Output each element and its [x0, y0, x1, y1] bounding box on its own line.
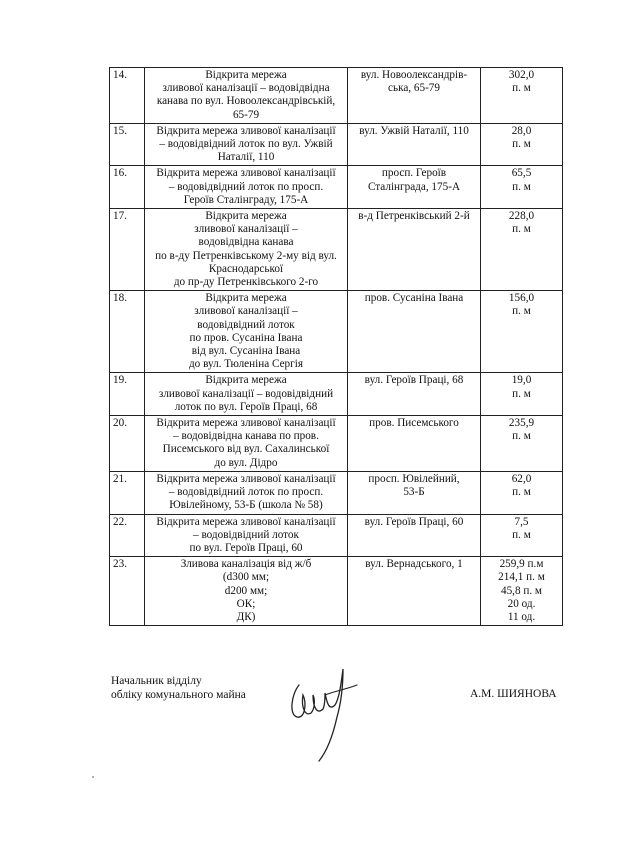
object-length	[481, 557, 563, 626]
signatory-position	[111, 674, 246, 702]
scan-speck	[92, 776, 94, 778]
object-name-line: водовідвідний лоток	[197, 318, 295, 331]
object-address-line: вул. Ужвій Наталії, 110	[359, 124, 469, 137]
object-length-line: п. м	[512, 223, 531, 236]
object-length-line: 45,8 п. м	[500, 584, 543, 597]
handwritten-signature	[285, 655, 365, 765]
row-number: 23.	[110, 557, 145, 626]
object-name-line: Зливова каналізація від ж/б	[180, 558, 312, 571]
object-name-line: лоток по вул. Героїв Праці, 68	[174, 400, 318, 413]
object-name-line: (d300 мм;	[222, 571, 270, 584]
object-name-line: Відкрита мережа	[205, 69, 287, 81]
object-name-line: Краснодарської	[208, 262, 284, 275]
object-name-line: від вул. Сусаніна Івана	[191, 345, 301, 358]
object-address-line: ська, 65-79	[388, 82, 440, 95]
object-name	[145, 209, 348, 291]
object-length-line: 20 од.	[507, 597, 536, 610]
object-name-line: Героїв Сталінграду, 175-А	[183, 193, 309, 206]
object-length-line: 214,1 п. м	[498, 571, 545, 584]
object-name-line: ОК;	[236, 597, 256, 610]
table-row	[110, 291, 563, 373]
object-length	[481, 166, 563, 209]
row-number: 17.	[110, 209, 145, 291]
object-length-line: 228,0	[508, 210, 535, 223]
row-number: 22.	[110, 514, 145, 557]
object-name-line: Відкрита мережа зливової каналізації	[156, 167, 336, 180]
object-address-line: Сталінграда, 175-А	[367, 180, 461, 193]
object-name-line: – водовідвідний лоток	[193, 528, 299, 541]
object-name-line: Відкрита мережа зливової каналізації	[156, 472, 336, 485]
object-name-line: Писемського від вул. Сахалинської	[162, 443, 330, 456]
object-address-line: пров. Сусаніна Івана	[364, 292, 464, 305]
table-row	[110, 416, 563, 472]
object-name-line: до пр-ду Петренківського 2-го	[173, 276, 319, 289]
object-name	[145, 68, 348, 124]
object-name-line: 65-79	[232, 108, 260, 121]
object-name-line: по вул. Героїв Праці, 60	[189, 541, 303, 554]
object-length	[481, 514, 563, 557]
object-address	[348, 416, 481, 472]
object-name	[145, 557, 348, 626]
object-name	[145, 373, 348, 416]
object-name-line: Відкрита мережа	[205, 374, 287, 387]
object-length-line: 62,0	[511, 472, 532, 485]
row-number: 15.	[110, 123, 145, 166]
object-name-line: – водовідвідний лоток по просп.	[168, 486, 324, 499]
object-name-line: Наталії, 110	[217, 151, 275, 164]
object-name-line: зливової каналізації – водовідвідний	[158, 387, 334, 400]
object-length-line: 11 од.	[507, 610, 536, 623]
object-length-line: п. м	[512, 82, 531, 95]
object-length-line: п. м	[512, 138, 531, 151]
object-address-line: просп. Ювілейний,	[368, 472, 460, 485]
row-number: 14.	[110, 68, 145, 124]
object-length-line: п. м	[512, 180, 531, 193]
object-address-line: вул. Героїв Праці, 68	[364, 374, 464, 387]
object-length-line: п. м	[512, 387, 531, 400]
object-length-line: 302,0	[508, 69, 535, 81]
table-row	[110, 514, 563, 557]
object-address-line: вул. Героїв Праці, 60	[364, 515, 464, 528]
object-length-line: 235,9	[508, 417, 535, 430]
table-row	[110, 557, 563, 626]
object-length-line: 7,5	[514, 515, 529, 528]
object-name-line: Ювілейному, 53-Б (школа № 58)	[169, 499, 323, 512]
object-address	[348, 373, 481, 416]
row-number: 20.	[110, 416, 145, 472]
table-row	[110, 373, 563, 416]
object-name-line: водовідвідна канава	[198, 236, 294, 249]
table-row	[110, 123, 563, 166]
row-number: 21.	[110, 471, 145, 514]
object-length	[481, 471, 563, 514]
object-name-line: Відкрита мережа зливової каналізації	[156, 515, 336, 528]
object-address	[348, 68, 481, 124]
object-name-line: Відкрита мережа зливової каналізації	[156, 417, 336, 430]
object-name-line: зливової каналізації –	[194, 305, 298, 318]
object-name-line: – водовідвідний лоток по вул. Ужвій	[159, 138, 333, 151]
object-length-line: п. м	[512, 430, 531, 443]
object-address	[348, 209, 481, 291]
object-address-line: вул. Новоолександрів-	[360, 69, 468, 81]
object-name-line: до вул. Дідро	[214, 456, 278, 469]
object-address	[348, 471, 481, 514]
object-length	[481, 68, 563, 124]
object-length-line: 259,9 п.м	[499, 558, 544, 571]
object-length-line: 65,5	[511, 167, 532, 180]
object-length	[481, 373, 563, 416]
object-name-line: до вул. Тюленіна Сергія	[188, 358, 303, 371]
object-length-line: 28,0	[511, 124, 532, 137]
object-name-line: Відкрита мережа	[205, 292, 287, 305]
object-address-line: просп. Героїв	[381, 167, 447, 180]
object-name-line: Відкрита мережа	[205, 210, 287, 223]
table-row	[110, 68, 563, 124]
object-name	[145, 166, 348, 209]
object-length-line: п. м	[512, 486, 531, 499]
object-name-line: – водовідвідна канава по пров.	[173, 430, 319, 443]
object-address	[348, 557, 481, 626]
row-number: 18.	[110, 291, 145, 373]
object-name-line: по пров. Сусаніна Івана	[189, 331, 303, 344]
object-name-line: канава по вул. Новоолександрівській,	[156, 95, 336, 108]
object-length	[481, 291, 563, 373]
table-row	[110, 166, 563, 209]
object-name	[145, 291, 348, 373]
object-name	[145, 514, 348, 557]
object-address	[348, 166, 481, 209]
object-name-line: зливової каналізації –	[194, 223, 298, 236]
object-name	[145, 123, 348, 166]
object-address	[348, 291, 481, 373]
object-address	[348, 123, 481, 166]
object-name	[145, 471, 348, 514]
table-row	[110, 209, 563, 291]
network-register-table	[109, 67, 563, 626]
object-name	[145, 416, 348, 472]
position-line: обліку комунального майна	[111, 689, 246, 701]
table-row	[110, 471, 563, 514]
object-length-line: 19,0	[511, 374, 532, 387]
table-body	[110, 68, 563, 626]
object-length	[481, 123, 563, 166]
object-name-line: ДК)	[236, 610, 256, 623]
object-name-line: по в-ду Петренківському 2-му від вул.	[155, 249, 337, 262]
object-length-line: 156,0	[508, 292, 535, 305]
position-line: Начальник відділу	[111, 675, 202, 687]
object-name-line: d200 мм;	[224, 584, 268, 597]
object-address-line: вул. Вернадського, 1	[365, 558, 463, 571]
object-name-line: Відкрита мережа зливової каналізації	[156, 124, 336, 137]
object-address	[348, 514, 481, 557]
object-length-line: п. м	[512, 305, 531, 318]
object-address-line: пров. Писемського	[369, 417, 459, 430]
row-number: 16.	[110, 166, 145, 209]
object-address-line: 53-Б	[403, 486, 425, 499]
object-length	[481, 416, 563, 472]
object-length	[481, 209, 563, 291]
object-address-line: в-д Петренківський 2-й	[358, 210, 470, 223]
object-name-line: зливової каналізації – водовідвідна	[162, 82, 330, 95]
object-name-line: – водовідвідний лоток по просп.	[168, 180, 324, 193]
object-length-line: п. м	[512, 528, 531, 541]
signatory-name: А.М. ШИЯНОВА	[470, 688, 557, 700]
row-number: 19.	[110, 373, 145, 416]
